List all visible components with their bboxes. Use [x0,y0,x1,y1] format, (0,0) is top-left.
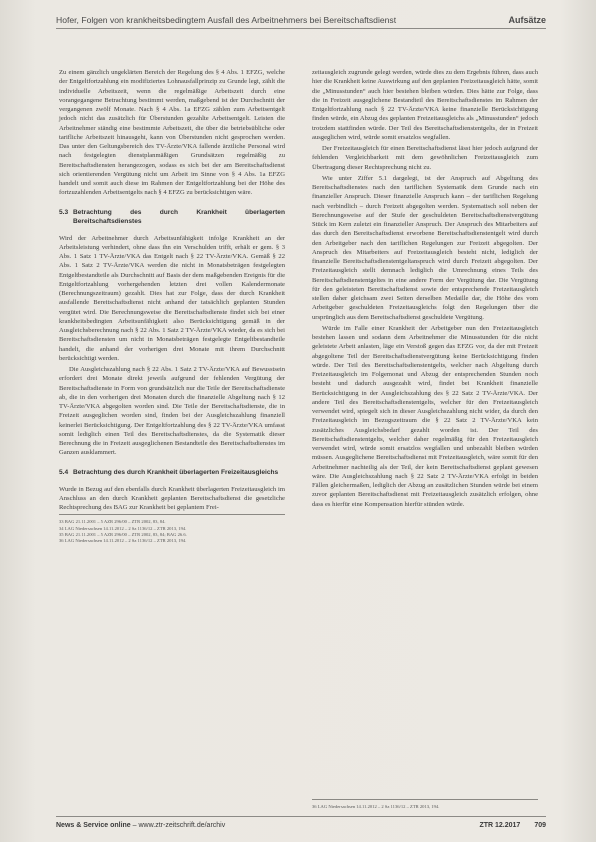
paragraph: zeitausgleich zugrunde gelegt werden, würde dies zu dem Ergebnis führen, dass auch hier die Krankheit keine Auswirkung auf den geplanten Freizeitausgleich hätte, somit die „Minusstunden“ auch hier bestehen bleiben würden. Dies hätte zur Folge, dass die in Freizeit ausgeglichene Bestandteil des Bereitschaftsdienstes im Rahmen der Entgeltfortzahlung nach § 22 TV-Ärzte/VKA keine finanzielle Berücksichtigung finden würde, ein Abzug des geplanten Freizeitausgleichs als „Minusstunden“ jedoch trotzdem stattfinden würde. Der Teil des Bereitschaftsdienstentgelts, der in Freizeit ausgeglichen wird, würde somit ersatzlos wegfallen. [312,69,538,141]
heading-number: 5.4 [59,468,69,476]
section-heading-5-4 [59,468,285,477]
running-title: Hofer, Folgen von krankheitsbedingtem Ausfall des Arbeitnehmers bei Bereitschaftsdienst [56,15,397,25]
page-footer [56,816,546,833]
heading-number: 5.3 [59,208,69,216]
footer-meta [479,822,546,829]
paragraph: Der Freizeitausgleich für einen Bereitschaftsdienst lässt hier jedoch aufgrund der fehlenden Vergleichbarkeit mit dem gewöhnlichen Freizeitausgleich zum Übertragung dieser Rechtsprechung nicht zu. [312,145,538,171]
footnote: 33 BAG 21.11.2001 – 5 AZR 296/00 – ZTR 2002, 83, 84. [59,519,166,525]
section-heading-5-3 [59,208,285,226]
paragraph: Würde im Falle einer Krankheit der Arbeitgeber nun den Freizeitausgleich bestehen lassen und sodann dem Arbeitnehmer die Minusstunden für die nicht geleistete Arbeit anlasten, läge ein Verstoß gegen das EFZG vor, da der mit Freizeit abgegoltene Teil der Bereitschaftsdienstvergütung keine Berücksichtigung finden würde. Der Teil des Bereitschaftsdienstentgelts, welcher nach Abgeltung durch Freizeitausgleich im Folgemonat und Abzug der entsprechenden Stunden noch besteht und dadurch ausgezahlt wird, findet bei Krankheit finanzielle Berücksichtigung in der Ausgleichszahlung des § 22 Satz 2 TV-Ärzte/VKA. Der andere Teil des Bereitschaftsdienstentgelts, welcher für den Freizeitausgleich verwendet wird, spiegelt sich in dieser Ausgleichszahlung nicht wider, da durch den Freizeitausgleich im Bezugszeitraum die § 22 Satz 2 TV-Ärzte/VKA kein zusätzliches Ausgleichsbedarf gezahlt worden ist. Der Teil des Bereitschaftsdienstentgelts, welcher daher regelmäßig für den Freizeitausgleich verwendet wird, würde somit ersatzlos wegfallen und unbezahlt bleiben würden müssen. Ausgeglichene Bereitschaftsdienst mit Freizeitausgleich, wäre somit für den Arbeitnehmer nachteilig als der Teil, der kein Bereitschaftsdienst geplant gewesen wäre. Die Ausgleichszahlung nach § 22 Satz 2 TV-Ärzte/VKA erfolgt in beiden Fällen gleichermaßen, lediglich der Abzug an zusätzlichen Stunden würde bei einem zuvor geplanten Bereitschaftsdienst mit Freizeitausgleich zusätzlich erfolgen, ohne dass es hierfür eine Kompensation hierfür stünden würde. [312,324,538,508]
news-label: News & Service online [56,821,131,829]
page-number: 709 [534,821,546,829]
paragraph: Die Ausgleichszahlung nach § 22 Abs. 1 Satz 2 TV-Ärzte/VKA auf Bewusstsein erfordert drei Monate direkt jeweils aufgrund der fehlenden Vergütung der Bereitschaftsdienste in Form von grundsätzlich nur die Teile der Bereitschaftsdienste ab, die in den vorherigen drei Monaten durch die finanzielle Abgeltung nach § 12 TV-Ärzte/VKA abgegolten worden sind. Die Teile der Bereitschaftsdienste, die in Freizeit ausgeglichen worden sind, finden bei der Ausgleichszahlung finanziell keinerlei Berücksichtigung. Der Entgeltfortzahlung des § 22 TV-Ärzte/VKA umfasst somit lediglich einen Teil des Bereitschaftsdienstes, da die Systematik dieser Berechnung die in Freizeit ausgeglichenen Bestandteile des Bereitschaftsdienstes im Ganzen ausklammert. [59,366,285,457]
footnotes-left [59,514,285,545]
footnote: 34 LAG Niedersachsen 14.11.2012 – 2 Sa 1136/12 – ZTR 2013, 194. [59,525,187,531]
footer-link[interactable] [56,822,225,829]
heading-text: Betrachtung des durch Krankheit überlagerten Freizeitausgleichs [73,468,279,476]
page-header [56,10,546,29]
journal-issue: ZTR 12.2017 [479,821,521,829]
paragraph: Wird der Arbeitnehmer durch Arbeitsunfähigkeit infolge Krankheit an der Arbeitsleistung verhindert, ohne dass ihn ein Verschulden trifft, erhält er gem. § 3 Abs. 1 Satz 1 TV-Ärzte/VKA das Entgelt nach § 22 TV-Ärzte/VKA. Gemäß § 22 Abs. 1 Satz 2 TV-Ärzte/VKA werden die nicht in Monatsbeträgen festgelegten Entgeltbestandteile als Durchschnitt auf Basis der dem maßgebenden Ereignis für die Entgeltfortzahlung vorhergehenden letzten drei vollen Kalendermonate (Berechnungszeitraum) gezahlt. Dies hat zur Folge, dass der durch Krankheit ausfallende Bereitschaftsdienst nicht anhand der tatsächlich geplanten Stunden vergütet wird. Die Berechnungsweise die Bereitschaftsdienste findet sich bei einer krankheitsbedingten Arbeitsunfähigkeit also Berücksichtigung gemäß in der Ausgleichsberechnung nach § 22 Abs. 1 Satz 2 TV-Ärzte/VKA wieder, da es sich bei Bereitschaftsdiensten um nicht in Monatsbeträgen festgelegte Entgeltbestandteile handelt, die anhand der vorherigen drei Monate mit ihrem Durchschnitt berücksichtigt werden. [59,234,285,362]
footnote-right: 36 LAG Niedersachsen 14.11.2012 – 2 Sa 1136/12 – ZTR 2013, 194. [312,799,538,810]
paragraph: Wurde in Bezug auf den ebenfalls durch Krankheit überlagerten Freizeitausgleich im Anschluss an den durch Krankheit geplanten Bereitschaftsdienst die gesetzliche Rechtsprechung des BAG zur Krankheit bei geplantem Frei- [59,485,285,511]
right-column [312,68,538,509]
paragraph: Zu einem gänzlich ungeklärten Bereich der Regelung des § 4 Abs. 1 EFZG, welche der Entgeltfortzahlung ein modifiziertes Lohnausfallprinzip zu Grunde legt, zählt die individuelle Arbeitszeit, wenn die regelmäßige Arbeitszeit durch eine vorangegangene Betrachtung bestimmt werden, maßgebend ist der Durchschnitt der vergangenen zwölf Monate. Nach § 4 Abs. 1a EFZG zählen zum Arbeitsentgelt jedoch nicht das zusätzlich für Überstunden gezahlte Arbeitsentgelt. Leisten die Arbeitnehmer ständig eine bestimmte Arbeitszeit, die über die betriebsübliche oder tarifliche Arbeitszeit hinausgeht, kann von Überstunden nicht gesprochen werden. Das unter den Geltungsbereich des TV-Ärzte/VKA fallende ärztliche Personal wird nach festgelegten dienstplanmäßigen Grundsätzen regelmäßig zu Bereitschaftsdiensten herangezogen, sodass es sich bei der am Bereitschaftsdienst sich orientierenden Vergütung nicht um Arbeit im Sinne von § 4 Abs. 1a EFZG handelt und somit auch diese im Rahmen der Entgeltfortzahlung bei der Höhe des fortzuzahlenden Arbeitsentgelts nach § 4 EFZG zu berücksichtigen wäre. [59,69,285,197]
footnote: 35 BAG 21.11.2001 – 5 AZR 296/00 – ZTR 2002, 83, 84; BAG 26.6. [59,532,187,538]
paragraph: Wie unter Ziffer 5.1 dargelegt, ist der Anspruch auf Abgeltung des Bereitschaftsdienstes nach den tariflichen Systematik dem Grunde nach ein finanzieller Anspruch. Dieser finanzielle Anspruch kann – der tariflichen Regelung nach verbindlich – durch Freizeit abgegolten werden. Systematisch soll neben der Berechnungsweise auf der Stufe der geschuldeten Bereitschaftsdienstvergütung Stück im Kern zuletzt ein finanzieller Anspruch. Der Anspruch des Mitarbeiters auf das durch den Bereitschaftsdienst erworbene Bereitschaftsdienstentgelt wird durch den Arbeitgeber nach den tariflichen Regelungen zur Freizeit abgegolten. Der Anspruch des Mitarbeiters auf Freizeitausgleich besteht nicht, lediglich der finanzielle Bereitschaftsdienstentgeltanspruch wird durch Freizeit abgegolten. Der Freizeitausgleich stellt demnach lediglich die Umrechnung eines Teils des Bereitschaftsdienstentgeltes in eine andere Form der Vergütung dar. Die Vergütung für den geleisteten Bereitschaftsdienst sowie der entsprechende Freizeitausgleich stellen daher gleichsam zwei Seiten derselben Medaille dar, die Höhe des vom Arbeitgeber geschuldeten Freizeitausgleichs folgt den Regelungen über die ursprünglich aus dem Bereitschaftsdienst geschuldete Vergütung. [312,174,538,321]
archive-url: – www.ztr-zeitschrift.de/archiv [130,821,226,829]
heading-text: Betrachtung des durch Krankheit überlagerten Bereitschaftsdienstes [73,208,285,225]
section-label: Aufsätze [508,15,546,25]
footnote: 36 LAG Niedersachsen 14.11.2012 – 2 Sa 1136/12 – ZTR 2013, 194. [59,538,187,544]
left-column [59,68,285,545]
